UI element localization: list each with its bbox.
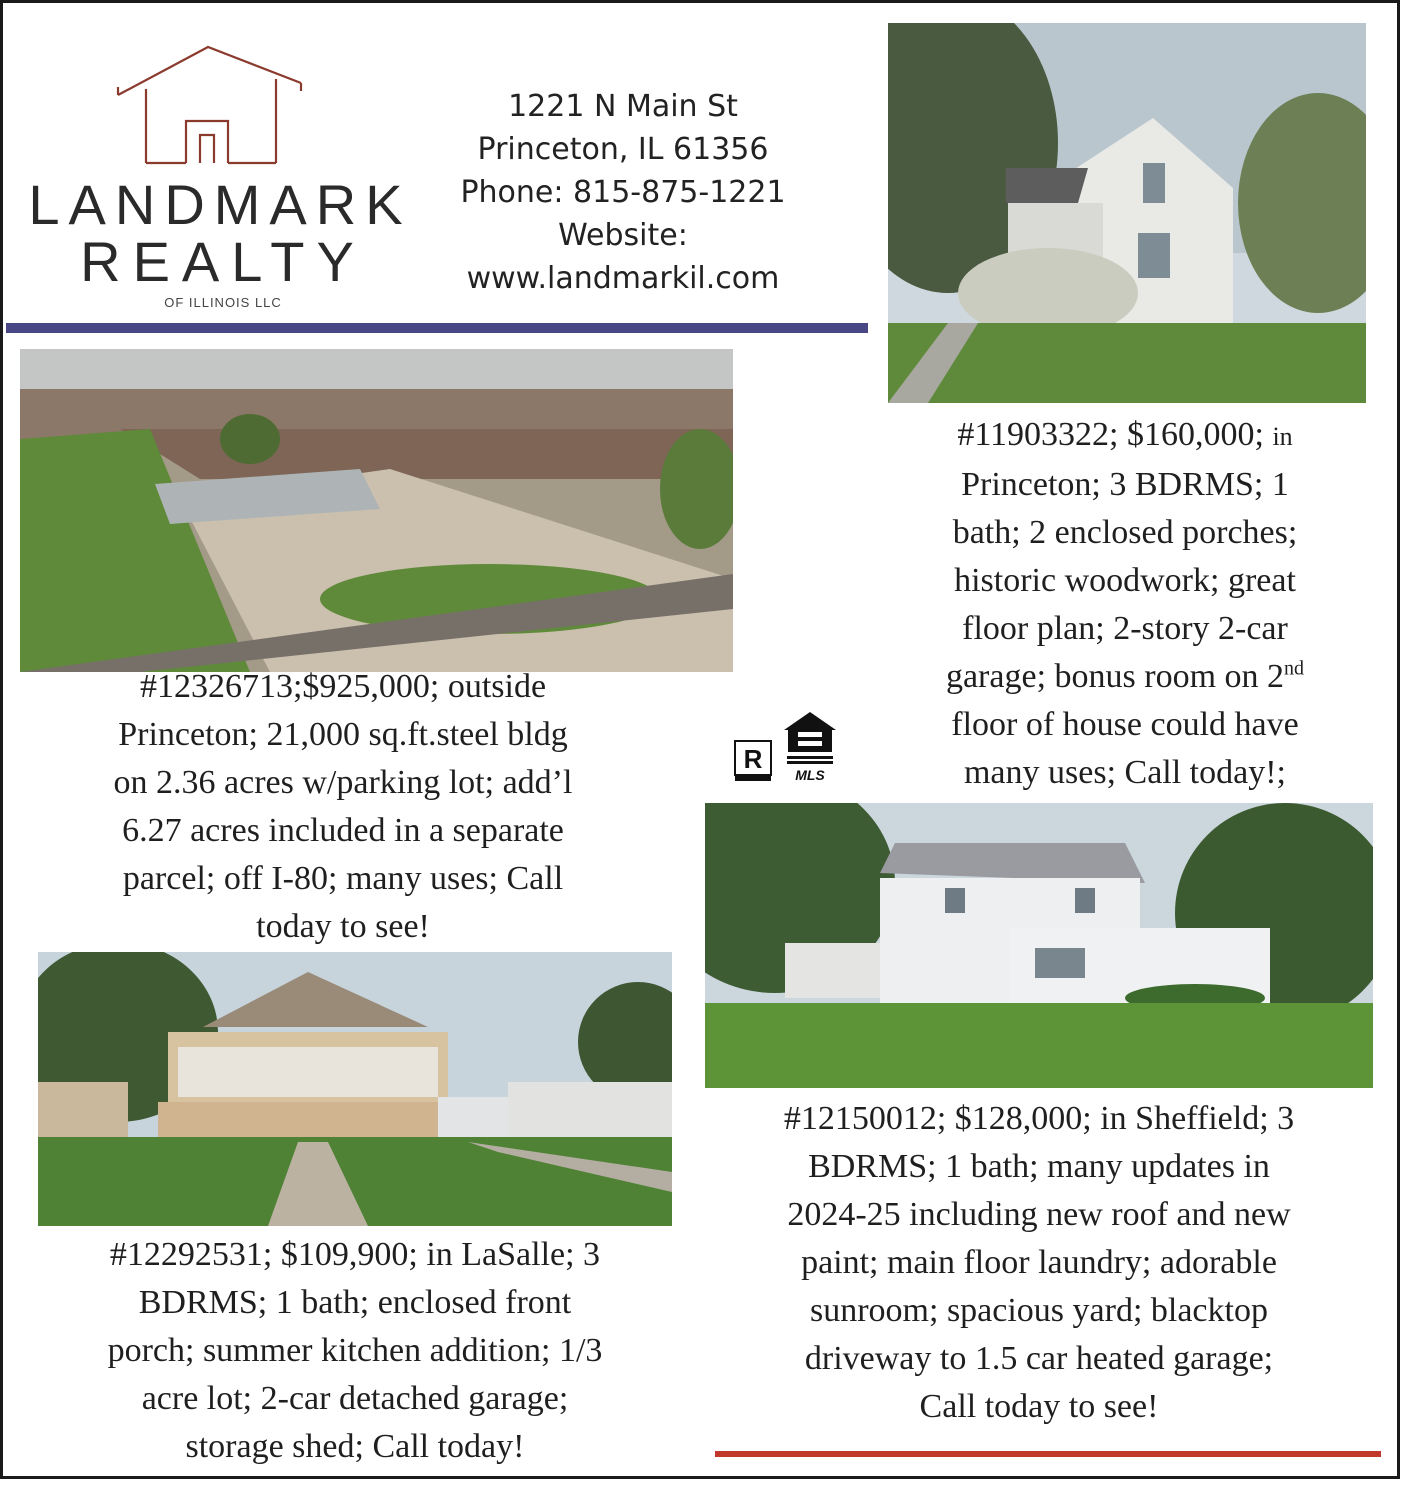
photo-house-sheffield (705, 803, 1373, 1088)
listing-line: #11903322; $160,000; in (957, 416, 1293, 453)
listing-line: #12150012; $128,000; in Sheffield; 3 (783, 1100, 1295, 1137)
realtor-r-icon (734, 740, 772, 782)
brand-name-line1: LANDMARK (28, 173, 412, 236)
listing-line: floor plan; 2-story 2-car (962, 610, 1288, 647)
listing-line: acre lot; 2-car detached garage; (141, 1380, 569, 1417)
listing-line: BDRMS; 1 bath; enclosed front (138, 1284, 572, 1321)
listing-12292531 (23, 1231, 687, 1471)
listing-line: historic woodwork; great (954, 562, 1296, 599)
listing-line: 6.27 acres included in a separate (122, 812, 564, 849)
listing-line: on 2.36 acres w/parking lot; add’l (113, 764, 573, 801)
mls-label: MLS (795, 767, 825, 783)
listing-line: driveway to 1.5 car heated garage; (804, 1340, 1274, 1377)
listing-line: BDRMS; 1 bath; many updates in (808, 1148, 1270, 1185)
phone-number: Phone: 815-875-1221 (460, 175, 786, 210)
website-link[interactable]: www.landmarkil.com (466, 261, 780, 296)
listing-12150012 (703, 1095, 1375, 1431)
listing-line: porch; summer kitchen addition; 1/3 (107, 1332, 603, 1369)
house-roof-logo-icon (108, 43, 313, 173)
brand-subtitle: OF ILLINOIS LLC (164, 295, 282, 310)
contact-block (423, 85, 823, 300)
listing-line: #12292531; $109,900; in LaSalle; 3 (109, 1236, 601, 1273)
svg-text:R: R (743, 744, 763, 774)
listing-line: 2024-25 including new roof and new (787, 1196, 1291, 1233)
listing-line: bath; 2 enclosed porches; (952, 514, 1298, 551)
listing-line: storage shed; Call today! (185, 1428, 525, 1465)
listing-line: parcel; off I-80; many uses; Call (122, 860, 564, 897)
listing-11903322 (865, 411, 1385, 797)
header-divider (6, 323, 868, 333)
listing-line: Call today to see! (919, 1388, 1159, 1425)
website-label: Website: (558, 218, 688, 253)
listing-line: sunroom; spacious yard; blacktop (810, 1292, 1268, 1329)
address-line1: 1221 N Main St (508, 89, 738, 124)
listing-line: Princeton; 21,000 sq.ft.steel bldg (118, 716, 568, 753)
address-line2: Princeton, IL 61356 (477, 132, 769, 167)
listing-line: many uses; Call today!; (963, 754, 1286, 791)
listing-line: paint; main floor laundry; adorable (801, 1244, 1277, 1281)
listing-line: garage; bonus room on 2nd (945, 657, 1305, 695)
photo-steel-building (20, 349, 733, 672)
listing-12326713 (23, 663, 663, 951)
footer-divider (715, 1451, 1381, 1457)
photo-house-princeton (888, 23, 1366, 403)
listing-line: Princeton; 3 BDRMS; 1 (961, 466, 1289, 503)
listing-line: #12326713;$925,000; outside (139, 668, 547, 705)
brand-name-line2: REALTY (80, 230, 366, 293)
listing-line: floor of house could have (951, 706, 1299, 743)
listing-line: today to see! (256, 908, 430, 945)
equal-housing-opportunity-icon (781, 710, 839, 784)
photo-house-lasalle (38, 952, 672, 1226)
